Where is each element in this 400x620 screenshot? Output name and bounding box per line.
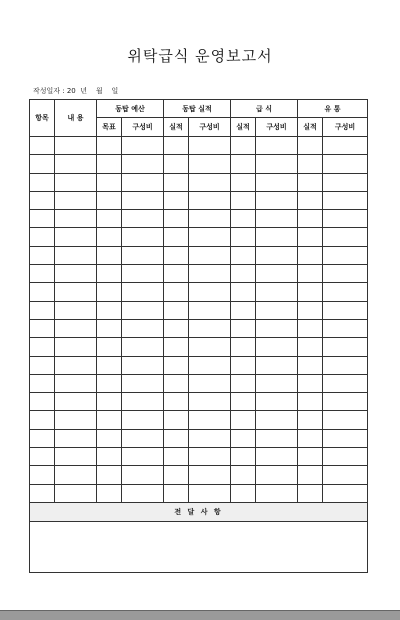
table-cell[interactable]: [97, 283, 122, 301]
table-cell[interactable]: [97, 374, 122, 392]
table-cell[interactable]: [97, 356, 122, 374]
table-cell[interactable]: [256, 448, 298, 466]
table-cell[interactable]: [97, 411, 122, 429]
table-row: [30, 338, 368, 356]
group-header-budget: 동탑 예산: [97, 100, 164, 118]
table-cell[interactable]: [97, 246, 122, 264]
notice-body-cell[interactable]: [30, 521, 368, 572]
table-cell[interactable]: [256, 393, 298, 411]
table-cell[interactable]: [122, 301, 164, 319]
table-cell[interactable]: [231, 228, 256, 246]
table-cell[interactable]: [164, 137, 189, 155]
table-row: [30, 155, 368, 173]
table-cell[interactable]: [298, 137, 323, 155]
table-cell[interactable]: [189, 283, 231, 301]
table-cell[interactable]: [122, 191, 164, 209]
table-cell[interactable]: [122, 466, 164, 484]
table-row: [30, 191, 368, 209]
group-header-meal: 급 식: [231, 100, 298, 118]
table-cell[interactable]: [164, 448, 189, 466]
table-cell[interactable]: [189, 319, 231, 337]
table-cell[interactable]: [323, 356, 368, 374]
table-cell[interactable]: [323, 411, 368, 429]
table-cell[interactable]: [298, 173, 323, 191]
table-cell[interactable]: [189, 173, 231, 191]
notice-title: 전 달 사 항: [30, 502, 368, 521]
table-cell[interactable]: [122, 173, 164, 191]
table-cell[interactable]: [298, 191, 323, 209]
table-cell[interactable]: [30, 411, 55, 429]
table-cell[interactable]: [189, 228, 231, 246]
table-cell[interactable]: [164, 155, 189, 173]
table-cell[interactable]: [298, 448, 323, 466]
table-cell[interactable]: [298, 155, 323, 173]
table-cell[interactable]: [55, 210, 97, 228]
table-cell[interactable]: [164, 319, 189, 337]
group-header-performance: 동탑 실적: [164, 100, 231, 118]
sub-header: 구성비: [189, 118, 231, 137]
table-cell[interactable]: [164, 228, 189, 246]
table-cell[interactable]: [298, 484, 323, 502]
table-cell[interactable]: [55, 429, 97, 447]
table-cell[interactable]: [298, 301, 323, 319]
table-row: [30, 411, 368, 429]
header-row-1: [30, 100, 368, 118]
table-cell[interactable]: [298, 466, 323, 484]
table-cell[interactable]: [164, 265, 189, 283]
table-cell[interactable]: [164, 191, 189, 209]
table-cell[interactable]: [189, 137, 231, 155]
table-cell[interactable]: [256, 155, 298, 173]
table-cell[interactable]: [97, 429, 122, 447]
table-row: [30, 246, 368, 264]
table-cell[interactable]: [97, 155, 122, 173]
group-header-distribution: 유 통: [298, 100, 368, 118]
table-cell[interactable]: [30, 429, 55, 447]
table-cell[interactable]: [30, 155, 55, 173]
table-cell[interactable]: [55, 173, 97, 191]
table-row: [30, 448, 368, 466]
table-cell[interactable]: [231, 246, 256, 264]
table-cell[interactable]: [231, 393, 256, 411]
table-cell[interactable]: [55, 448, 97, 466]
table-cell[interactable]: [30, 283, 55, 301]
table-cell[interactable]: [323, 484, 368, 502]
table-cell[interactable]: [256, 191, 298, 209]
date-line: 작성일자 : 20 년 월 일: [33, 87, 119, 95]
table-cell[interactable]: [231, 466, 256, 484]
table-cell[interactable]: [55, 283, 97, 301]
table-cell[interactable]: [298, 210, 323, 228]
table-cell[interactable]: [30, 466, 55, 484]
table-cell[interactable]: [189, 301, 231, 319]
table-cell[interactable]: [189, 265, 231, 283]
table-cell[interactable]: [122, 155, 164, 173]
table-cell[interactable]: [323, 155, 368, 173]
table-cell[interactable]: [189, 155, 231, 173]
table-cell[interactable]: [30, 374, 55, 392]
table-cell[interactable]: [256, 319, 298, 337]
table-row: [30, 319, 368, 337]
table-cell[interactable]: [164, 356, 189, 374]
table-cell[interactable]: [256, 374, 298, 392]
table-row: [30, 228, 368, 246]
table-cell[interactable]: [323, 429, 368, 447]
table-cell[interactable]: [97, 466, 122, 484]
table-cell[interactable]: [122, 356, 164, 374]
table-cell[interactable]: [231, 448, 256, 466]
table-row: [30, 173, 368, 191]
table-row: [30, 466, 368, 484]
table-cell[interactable]: [231, 210, 256, 228]
table-cell[interactable]: [189, 246, 231, 264]
table-cell[interactable]: [231, 137, 256, 155]
table-cell[interactable]: [55, 155, 97, 173]
table-cell[interactable]: [122, 393, 164, 411]
table-cell[interactable]: [97, 210, 122, 228]
table-cell[interactable]: [231, 356, 256, 374]
table-cell[interactable]: [323, 210, 368, 228]
table-cell[interactable]: [164, 429, 189, 447]
table-cell[interactable]: [298, 319, 323, 337]
table-row: [30, 356, 368, 374]
table-cell[interactable]: [122, 246, 164, 264]
table-cell[interactable]: [256, 484, 298, 502]
table-cell[interactable]: [189, 338, 231, 356]
table-cell[interactable]: [298, 411, 323, 429]
table-cell[interactable]: [30, 393, 55, 411]
table-cell[interactable]: [122, 265, 164, 283]
table-cell[interactable]: [55, 356, 97, 374]
table-cell[interactable]: [97, 301, 122, 319]
table-cell[interactable]: [164, 484, 189, 502]
table-cell[interactable]: [323, 191, 368, 209]
table-cell[interactable]: [323, 374, 368, 392]
table-cell[interactable]: [30, 356, 55, 374]
table-cell[interactable]: [122, 228, 164, 246]
table-cell[interactable]: [231, 301, 256, 319]
table-row: [30, 301, 368, 319]
table-cell[interactable]: [323, 319, 368, 337]
table-cell[interactable]: [164, 393, 189, 411]
table-cell[interactable]: [97, 191, 122, 209]
table-cell[interactable]: [256, 265, 298, 283]
table-cell[interactable]: [122, 484, 164, 502]
table-cell[interactable]: [256, 356, 298, 374]
table-cell[interactable]: [189, 374, 231, 392]
document-title: 위탁급식 운영보고서: [127, 47, 273, 65]
table-cell[interactable]: [323, 246, 368, 264]
table-row: [30, 210, 368, 228]
sub-header: 구성비: [256, 118, 298, 137]
table-cell[interactable]: [30, 338, 55, 356]
table-cell[interactable]: [97, 393, 122, 411]
table-cell[interactable]: [97, 137, 122, 155]
table-cell[interactable]: [231, 283, 256, 301]
table-cell[interactable]: [122, 283, 164, 301]
table-cell[interactable]: [298, 393, 323, 411]
table-row: [30, 265, 368, 283]
table-cell[interactable]: [189, 411, 231, 429]
table-cell[interactable]: [298, 356, 323, 374]
table-cell[interactable]: [122, 319, 164, 337]
table-row: [30, 374, 368, 392]
report-table: [29, 99, 368, 573]
table-cell[interactable]: [231, 173, 256, 191]
sub-header: 구성비: [122, 118, 164, 137]
table-cell[interactable]: [189, 191, 231, 209]
table-row: [30, 429, 368, 447]
table-cell[interactable]: [55, 393, 97, 411]
table-cell[interactable]: [55, 191, 97, 209]
table-cell[interactable]: [256, 429, 298, 447]
table-cell[interactable]: [256, 137, 298, 155]
table-cell[interactable]: [55, 246, 97, 264]
table-cell[interactable]: [298, 338, 323, 356]
table-cell[interactable]: [30, 484, 55, 502]
table-cell[interactable]: [323, 137, 368, 155]
table-cell[interactable]: [298, 246, 323, 264]
table-cell[interactable]: [122, 210, 164, 228]
table-cell[interactable]: [164, 246, 189, 264]
table-cell[interactable]: [55, 228, 97, 246]
sub-header: 목표: [97, 118, 122, 137]
table-cell[interactable]: [55, 301, 97, 319]
table-cell[interactable]: [97, 448, 122, 466]
table-cell[interactable]: [189, 356, 231, 374]
table-cell[interactable]: [323, 283, 368, 301]
table-cell[interactable]: [55, 411, 97, 429]
table-cell[interactable]: [97, 173, 122, 191]
table-cell[interactable]: [231, 319, 256, 337]
table-cell[interactable]: [122, 448, 164, 466]
table-cell[interactable]: [122, 429, 164, 447]
table-cell[interactable]: [323, 466, 368, 484]
table-cell[interactable]: [164, 283, 189, 301]
table-row: [30, 283, 368, 301]
table-cell[interactable]: [55, 319, 97, 337]
table-cell[interactable]: [164, 210, 189, 228]
table-cell[interactable]: [231, 155, 256, 173]
table-cell[interactable]: [256, 246, 298, 264]
table-cell[interactable]: [164, 301, 189, 319]
notice-body-row: [30, 521, 368, 572]
content-header: 내 용: [55, 100, 97, 137]
table-cell[interactable]: [30, 246, 55, 264]
table-cell[interactable]: [189, 393, 231, 411]
table-cell[interactable]: [323, 301, 368, 319]
table-cell[interactable]: [30, 191, 55, 209]
table-cell[interactable]: [30, 137, 55, 155]
table-cell[interactable]: [256, 338, 298, 356]
sub-header: 실적: [298, 118, 323, 137]
table-cell[interactable]: [30, 210, 55, 228]
table-cell[interactable]: [97, 484, 122, 502]
table-cell[interactable]: [323, 265, 368, 283]
table-cell[interactable]: [122, 411, 164, 429]
table-cell[interactable]: [55, 265, 97, 283]
table-cell[interactable]: [256, 466, 298, 484]
table-cell[interactable]: [298, 228, 323, 246]
notice-title-row: [30, 502, 368, 521]
table-cell[interactable]: [323, 448, 368, 466]
table-cell[interactable]: [164, 374, 189, 392]
table-cell[interactable]: [298, 429, 323, 447]
table-cell[interactable]: [256, 411, 298, 429]
table-cell[interactable]: [231, 484, 256, 502]
table-row: [30, 393, 368, 411]
table-cell[interactable]: [97, 319, 122, 337]
table-cell[interactable]: [55, 466, 97, 484]
table-cell[interactable]: [164, 411, 189, 429]
table-cell[interactable]: [189, 448, 231, 466]
table-cell[interactable]: [256, 283, 298, 301]
table-cell[interactable]: [323, 393, 368, 411]
table-cell[interactable]: [30, 265, 55, 283]
sub-header: 실적: [231, 118, 256, 137]
table-cell[interactable]: [55, 338, 97, 356]
table-cell[interactable]: [164, 338, 189, 356]
table-cell[interactable]: [256, 301, 298, 319]
table-cell[interactable]: [231, 429, 256, 447]
table-cell[interactable]: [97, 338, 122, 356]
table-row: [30, 484, 368, 502]
table-cell[interactable]: [30, 173, 55, 191]
table-cell[interactable]: [164, 466, 189, 484]
table-cell[interactable]: [256, 210, 298, 228]
table-cell[interactable]: [231, 411, 256, 429]
table-cell[interactable]: [189, 210, 231, 228]
table-cell[interactable]: [122, 338, 164, 356]
table-cell[interactable]: [164, 173, 189, 191]
table-cell[interactable]: [298, 374, 323, 392]
table-cell[interactable]: [30, 301, 55, 319]
table-cell[interactable]: [55, 484, 97, 502]
table-cell[interactable]: [231, 338, 256, 356]
table-cell[interactable]: [55, 137, 97, 155]
table-cell[interactable]: [231, 374, 256, 392]
table-cell[interactable]: [323, 228, 368, 246]
table-cell[interactable]: [122, 374, 164, 392]
table-cell[interactable]: [256, 173, 298, 191]
table-cell[interactable]: [97, 265, 122, 283]
table-cell[interactable]: [298, 283, 323, 301]
table-cell[interactable]: [30, 319, 55, 337]
table-cell[interactable]: [256, 228, 298, 246]
table-cell[interactable]: [30, 448, 55, 466]
sub-header: 실적: [164, 118, 189, 137]
table-cell[interactable]: [189, 466, 231, 484]
table-row: [30, 137, 368, 155]
table-cell[interactable]: [97, 228, 122, 246]
item-header: 항목: [30, 100, 55, 137]
table-cell[interactable]: [55, 374, 97, 392]
table-cell[interactable]: [189, 484, 231, 502]
table-cell[interactable]: [30, 228, 55, 246]
table-cell[interactable]: [231, 265, 256, 283]
table-body: [30, 137, 368, 503]
table-cell[interactable]: [122, 137, 164, 155]
table-cell[interactable]: [323, 338, 368, 356]
table-cell[interactable]: [189, 429, 231, 447]
table-cell[interactable]: [323, 173, 368, 191]
table-cell[interactable]: [231, 191, 256, 209]
sub-header: 구성비: [323, 118, 368, 137]
table-cell[interactable]: [298, 265, 323, 283]
